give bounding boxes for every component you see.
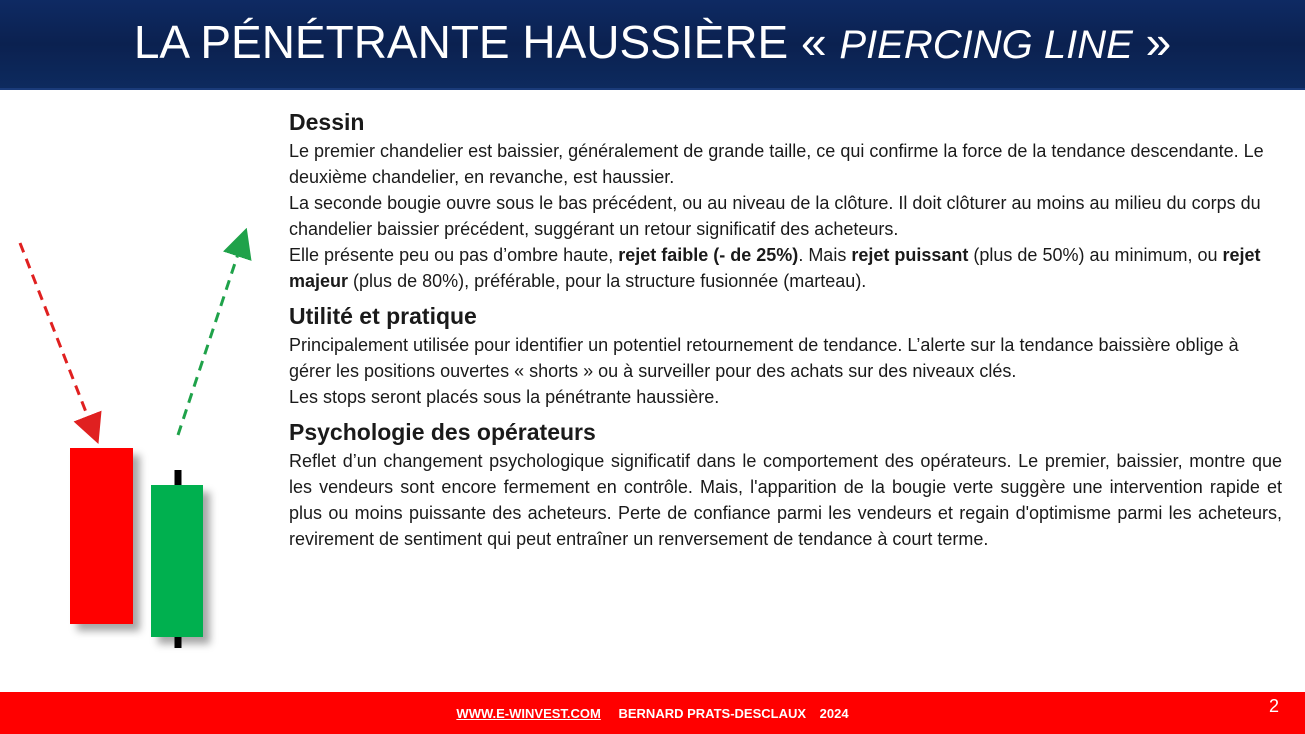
footer-author: BERNARD PRATS-DESCLAUX bbox=[618, 706, 807, 721]
footer-year: 2024 bbox=[819, 706, 849, 721]
title-subtitle: PIERCING LINE bbox=[839, 23, 1133, 67]
bold-rejet-majeur: rejet majeur bbox=[289, 245, 1261, 291]
slide-content bbox=[289, 106, 1282, 558]
bullish-candle bbox=[151, 470, 203, 648]
dashed-arrow-up-icon bbox=[178, 242, 242, 435]
slide-title bbox=[0, 12, 1305, 75]
page-number: 2 bbox=[1268, 696, 1279, 716]
dessin-text-e: (plus de 50%) au minimum, ou bbox=[973, 245, 1218, 265]
dessin-paragraph-1: Le premier chandelier est baissier, généralement de grande taille, ce qui confirme la force de la tendance descendante. Le deuxième chandelier, en revanche, est haussier. bbox=[289, 141, 1264, 187]
section-dessin bbox=[289, 106, 1282, 294]
title-main: LA PÉNÉTRANTE HAUSSIÈRE bbox=[133, 16, 789, 68]
dessin-text-c: . Mais bbox=[798, 245, 847, 265]
bold-rejet-puissant: rejet puissant bbox=[851, 245, 969, 265]
utilite-paragraph-1: Principalement utilisée pour identifier un potentiel retournement de tendance. L’alerte sur la tendance baissière oblige à gérer les positions ouvertes « shorts » ou à surveiller pour des achats sur des niveaux clés. bbox=[289, 335, 1239, 381]
section-title-utilite: Utilité et pratique bbox=[289, 303, 477, 329]
quote-close: » bbox=[1145, 16, 1172, 68]
section-title-psychologie: Psychologie des opérateurs bbox=[289, 419, 596, 445]
dessin-paragraph-2: La seconde bougie ouvre sous le bas précédent, ou au niveau de la clôture. Il doit clôturer au moins au milieu du corps du chandelier baissier précédent, suggérant un retour significatif des acheteurs. bbox=[289, 193, 1261, 239]
section-title-dessin: Dessin bbox=[289, 109, 365, 135]
dessin-text-g: (plus de 80%), préférable, pour la structure fusionnée (marteau). bbox=[353, 271, 867, 291]
piercing-line-illustration bbox=[0, 220, 260, 660]
website-link[interactable]: WWW.E-WINVEST.COM bbox=[456, 706, 601, 721]
footer-bar bbox=[0, 692, 1305, 734]
dessin-paragraph-3 bbox=[289, 242, 1282, 294]
quote-open: « bbox=[801, 16, 827, 68]
title-banner bbox=[0, 0, 1305, 90]
psychologie-paragraph-1: Reflet d’un changement psychologique significatif dans le comportement des opérateurs. Le premier, baissier, montre que les vendeurs sont encore fermement en contrôle. Mais, l'apparition de la bougie verte suggère une intervention rapide et plus ou moins puissante des acheteurs. Perte de confiance parmi les vendeurs et regain d'optimisme parmi les acheteurs, revirement de sentiment qui peut entraîner un renversement de tendance à court terme. bbox=[289, 451, 1282, 549]
dashed-arrow-down-icon bbox=[20, 243, 93, 430]
bold-rejet-faible: rejet faible (- de 25%) bbox=[618, 245, 799, 265]
section-utilite bbox=[289, 300, 1282, 410]
dessin-text-a: Elle présente peu ou pas d’ombre haute, bbox=[289, 245, 614, 265]
section-psychologie bbox=[289, 416, 1282, 552]
bearish-candle bbox=[70, 448, 133, 624]
utilite-paragraph-2: Les stops seront placés sous la pénétrante haussière. bbox=[289, 387, 720, 407]
footer-credits bbox=[0, 706, 1305, 721]
